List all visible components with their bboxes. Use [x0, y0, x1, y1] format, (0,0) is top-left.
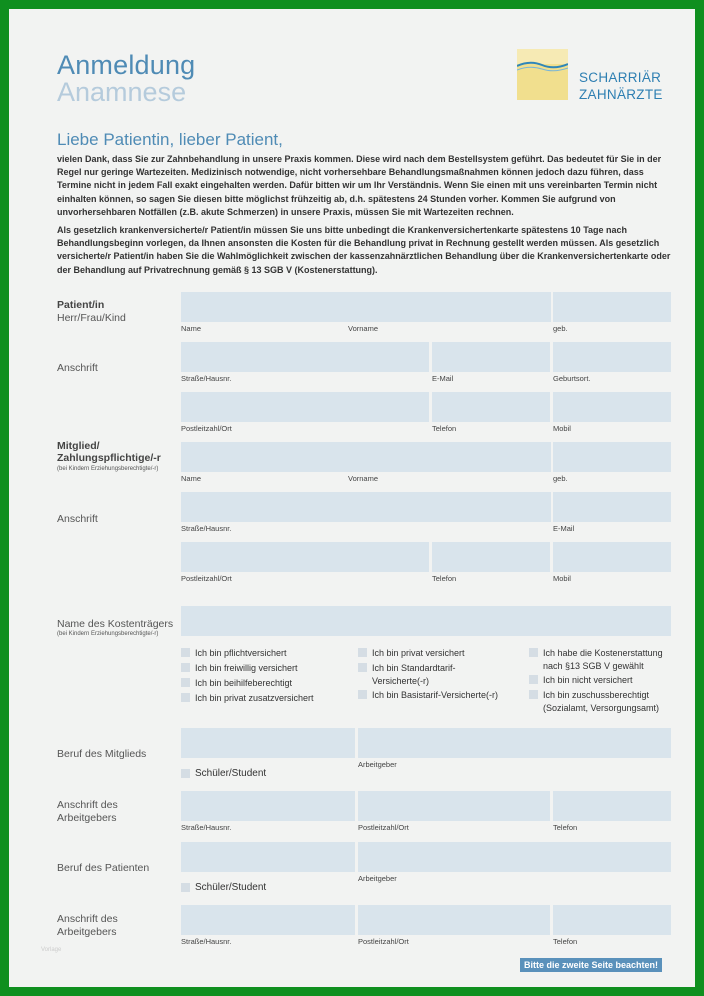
member-email-caption: E-Mail	[553, 524, 575, 533]
checkbox-freiwillig[interactable]: Ich bin freiwillig versichert	[181, 662, 351, 675]
member-street-caption: Straße/Hausnr.	[181, 524, 232, 533]
member-mobile-field[interactable]	[553, 542, 671, 572]
insurer-label: Name des Kostenträgers	[57, 618, 174, 630]
checkbox-nicht-versichert[interactable]: Ich bin nicht versichert	[529, 674, 679, 687]
employer-address-label-1b: Arbeitgebers	[57, 812, 117, 824]
patient-email-field[interactable]	[432, 342, 550, 372]
phone-caption: Telefon	[432, 424, 457, 433]
employer2-street-field[interactable]	[181, 905, 355, 935]
member-phone-caption: Telefon	[432, 574, 457, 583]
checkbox-basistarif[interactable]: Ich bin Basistarif-Versicherte(-r)	[358, 689, 533, 702]
member-email-field[interactable]	[553, 492, 671, 522]
street-caption: Straße/Hausnr.	[181, 374, 232, 383]
email-caption: E-Mail	[432, 374, 454, 383]
employer-address-label-2b: Arbeitgebers	[57, 926, 117, 938]
member-label-2: Zahlungspflichtige/-r	[57, 452, 161, 464]
insurer-name-field[interactable]	[181, 606, 671, 636]
employer1-street-field[interactable]	[181, 791, 355, 821]
patient-birthdate-field[interactable]	[553, 292, 671, 322]
checkbox-student-patient[interactable]: Schüler/Student	[181, 882, 301, 895]
employer2-zip-caption: Postleitzahl/Ort	[358, 937, 409, 946]
patient-zip-field[interactable]	[181, 392, 429, 422]
checkbox-standardtarif[interactable]: Ich bin Standardtarif-Versicherte(-r)	[358, 662, 478, 687]
logo-text-line1: SCHARRIÄR	[579, 70, 662, 85]
employer2-phone-field[interactable]	[553, 905, 671, 935]
patient-employer-caption: Arbeitgeber	[358, 874, 397, 883]
member-vorname-caption: Vorname	[348, 474, 379, 483]
member-job-field[interactable]	[181, 728, 355, 758]
checkbox-beihilfe[interactable]: Ich bin beihilfeberechtigt	[181, 677, 351, 690]
employer-address-label-2a: Anschrift des	[57, 913, 118, 925]
form-subtitle: Anamnese	[57, 77, 187, 107]
insurer-note: (bei Kindern Erziehungsberechtigte/-r)	[57, 631, 159, 637]
intro-paragraph-1: vielen Dank, dass Sie zur Zahnbehandlung in unsere Praxis kommen. Diese wird nach dem Bestellsystem geführt. Das bedeutet für Sie in der Regel nur geringe Wartezeiten. Medizinisch notwendige, nicht vorhersehbare Behandlungsmaßnahmen können jedoch dazu führen, dass Termine nicht in jedem Fall exakt eingehalten werden. Dafür bitten wir um Ihr Verständnis. Wenn Sie einen mit uns vereinbarten Termin nicht einhalten können, so sagen Sie diesen bitte möglichst frühzeitig ab, d.h. spätestens 24 Stunden vorher. Kommen Sie aufgrund von unvorhersehbaren Notfällen (z.B. akute Schmerzen) in unsere Praxis, müssen Sie mit Wartezeiten rechnen.	[57, 154, 662, 217]
member-street-field[interactable]	[181, 492, 551, 522]
employer1-zip-caption: Postleitzahl/Ort	[358, 823, 409, 832]
member-zip-caption: Postleitzahl/Ort	[181, 574, 232, 583]
patient-label: Patient/in	[57, 299, 105, 311]
checkbox-zusatzversichert[interactable]: Ich bin privat zusatzversichert	[181, 692, 351, 705]
patient-job-field[interactable]	[181, 842, 355, 872]
patient-job-label: Beruf des Patienten	[57, 862, 150, 874]
checkbox-zuschuss[interactable]: Ich bin zuschussberechtigt (Sozialamt, Versorgungsamt)	[529, 689, 679, 714]
member-mobile-caption: Mobil	[553, 574, 571, 583]
member-name-field[interactable]	[181, 442, 551, 472]
form-title: Anmeldung	[57, 50, 196, 80]
birthplace-caption: Geburtsort.	[553, 374, 591, 383]
next-page-note: Bitte die zweite Seite beachten!	[520, 958, 662, 972]
geb-caption: geb.	[553, 324, 568, 333]
intro-paragraph-2: Als gesetzlich krankenversicherte/r Patient/in müssen Sie uns bitte unbedingt die Krankenversichertenkarte spätestens 10 Tage nach Behandlungsbeginn vorlegen, da Ihnen ansonsten die Kosten für die Behandlung privat in Rechnung gestellt werden müssen. Als gesetzlich versicherte/r Patient/in haben Sie die Wahlmöglichkeit zwischen der kassenzahnärztlichen Behandlung über die Krankenversichertenkarte oder der Behandlung auf Privatrechnung gemäß § 13 SGB V (Kostenerstattung).	[57, 225, 671, 275]
employer-caption: Arbeitgeber	[358, 760, 397, 769]
address-label: Anschrift	[57, 362, 98, 374]
employer2-zip-field[interactable]	[358, 905, 550, 935]
patient-birthplace-field[interactable]	[553, 342, 671, 372]
member-name-caption: Name	[181, 474, 202, 483]
checkbox-kostenerstattung[interactable]: Ich habe die Kostenerstattung nach §13 SGB V gewählt	[529, 647, 679, 672]
name-caption: Name	[181, 324, 202, 333]
member-geb-caption: geb.	[553, 474, 568, 483]
patient-street-field[interactable]	[181, 342, 429, 372]
member-phone-field[interactable]	[432, 542, 550, 572]
mobile-caption: Mobil	[553, 424, 571, 433]
member-job-label: Beruf des Mitglieds	[57, 748, 147, 760]
checkbox-pflichtversichert[interactable]: Ich bin pflichtversichert	[181, 647, 351, 660]
patient-phone-field[interactable]	[432, 392, 550, 422]
patient-employer-field[interactable]	[358, 842, 671, 872]
patient-mobile-field[interactable]	[553, 392, 671, 422]
member-address-label: Anschrift	[57, 513, 98, 525]
member-zip-field[interactable]	[181, 542, 429, 572]
checkbox-privat[interactable]: Ich bin privat versichert	[358, 647, 498, 660]
checkbox-student-member[interactable]: Schüler/Student	[181, 768, 301, 781]
patient-name-field[interactable]	[181, 292, 551, 322]
registration-form-page	[9, 9, 695, 987]
logo-text-line2: ZAHNÄRZTE	[579, 87, 663, 102]
patient-sublabel: Herr/Frau/Kind	[57, 312, 126, 324]
practice-logo-icon	[517, 49, 568, 100]
employer1-phone-caption: Telefon	[553, 823, 578, 832]
member-birthdate-field[interactable]	[553, 442, 671, 472]
employer2-street-caption: Straße/Hausnr.	[181, 937, 232, 946]
employer-address-label-1a: Anschrift des	[57, 799, 118, 811]
member-employer-field[interactable]	[358, 728, 671, 758]
member-label-1: Mitglied/	[57, 440, 100, 452]
employer1-zip-field[interactable]	[358, 791, 550, 821]
employer1-phone-field[interactable]	[553, 791, 671, 821]
vorname-caption: Vorname	[348, 324, 379, 333]
member-note: (bei Kindern Erziehungsberechtigte/-r)	[57, 466, 159, 472]
greeting-heading: Liebe Patientin, lieber Patient,	[57, 130, 283, 149]
employer1-street-caption: Straße/Hausnr.	[181, 823, 232, 832]
employer2-phone-caption: Telefon	[553, 937, 578, 946]
zip-caption: Postleitzahl/Ort	[181, 424, 232, 433]
watermark-text: Vorlage	[41, 947, 62, 953]
